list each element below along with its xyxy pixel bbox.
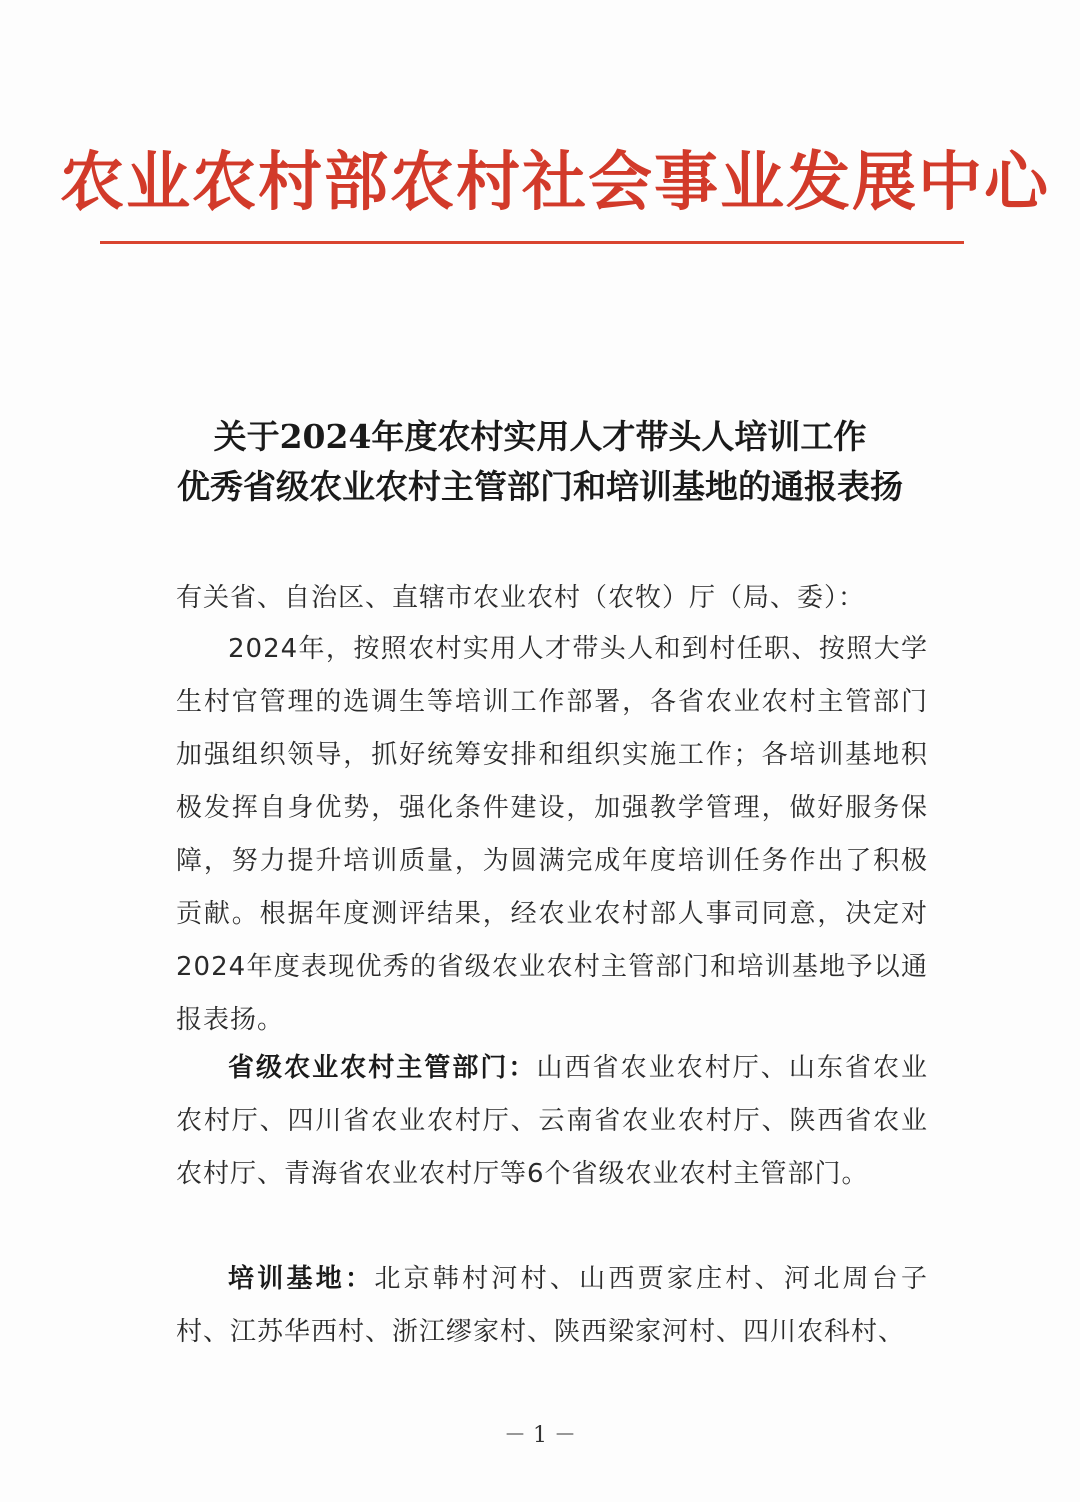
document-title [100, 412, 980, 512]
bases-paragraph [176, 1253, 928, 1359]
departments-label: 省级农业农村主管部门： [228, 1053, 537, 1083]
intro-paragraph: 2024年，按照农村实用人才带头人和到村任职、按照大学生村官管理的选调生等培训工作部署，各省农业农村主管部门加强组织领导，抓好统筹安排和组织实施工作；各培训基地积极发挥自身优势，强化条件建设，加强教学管理，做好服务保障，努力提升培训质量，为圆满完成年度培训任务作出了积极贡献。根据年度测评结果，经农业农村部人事司同意，决定对2024年度表现优秀的省级农业农村主管部门和培训基地予以通报表扬。 [176, 634, 928, 1035]
salutation: 有关省、自治区、直辖市农业农村（农牧）厅（局、委）： [176, 583, 866, 613]
bases-label: 培训基地： [228, 1264, 375, 1294]
bases-text: 北京韩村河村、山西贾家庄村、河北周台子村、江苏华西村、浙江缪家村、陕西梁家河村、四川农科村、 [176, 1264, 928, 1347]
departments-paragraph [176, 1042, 928, 1201]
document-title-line-1: 关于2024年度农村实用人才带头人培训工作 [213, 417, 867, 456]
page-number: － 1 － [504, 1423, 576, 1448]
letterhead-title: 农业农村部农村社会事业发展中心 [60, 145, 1050, 220]
departments-text: 山西省农业农村厅、山东省农业农村厅、四川省农业农村厅、云南省农业农村厅、陕西省农业农村厅、青海省农业农村厅等6个省级农业农村主管部门。 [176, 1053, 928, 1189]
document-title-line-2: 优秀省级农业农村主管部门和培训基地的通报表扬 [177, 467, 903, 506]
letterhead-divider [100, 241, 964, 244]
